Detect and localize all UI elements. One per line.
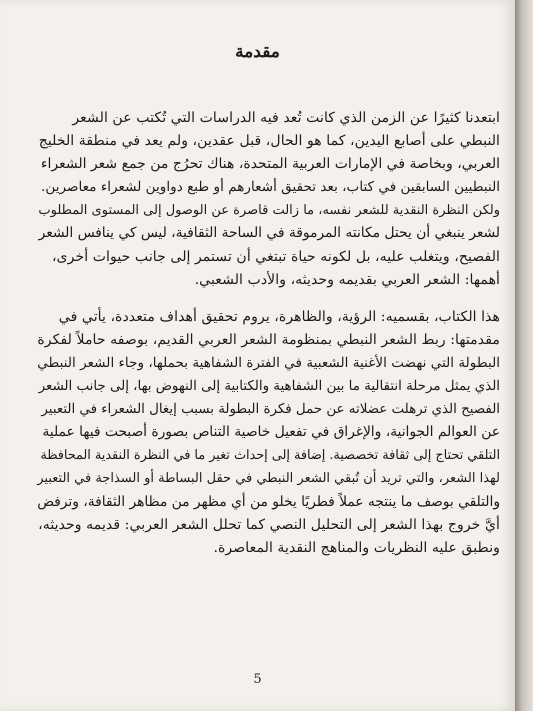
text-line: أهمها: الشعر العربي بقديمه وحديثه، والأدب الشعبي. [194, 271, 500, 288]
text-line: الذي يمثل مرحلة انتقالية ما بين الشفاهية والكتابية إلى النهوض بها، إلى جانب الشعر [38, 379, 500, 395]
text-line: عن العوالم الجوانية، والإغراق في تفعيل خاصية التناص بصورة أصبحت فيها عملية [42, 424, 500, 441]
text-line: والتلقي بوصف ما ينتجه عملاً فطريًا يخلو من أي مظهر من مظاهر الثقافة، وترفض [37, 493, 500, 510]
text-line: العربي، وبخاصة في الإمارات العربية المتحدة، هناك تحرُج من جمع شعر الشعراء [40, 156, 500, 173]
text-line: ابتعدنا كثيرًا عن الزمن الذي كانت تُعد فيه الدراسات التي تُكتب عن الشعر [72, 110, 500, 126]
page-title: مقدمة [235, 42, 280, 62]
text-line: التلقي تحتاج إلى ثقافة تخصصية. إضافة إلى إحداث تغير ما في النظرة النقدية المحافظة [40, 448, 500, 464]
paragraph-2 [37, 306, 500, 560]
text-line: النبطي على أصابع اليدين، كما هو الحال، قبل عقدين، ولم يعد في منطقة الخليج [38, 133, 500, 150]
paragraph-1 [37, 107, 500, 292]
text-line: لهذا الشعر، والتي تريد أن تُبقي الشعر النبطي في حقل البساطة أو السذاجة في التعبير [37, 471, 500, 487]
text-line: لشعر ينبغي أن يحتل مكانته المرموقة في الساحة الثقافية، ليس كي ينافس الشعر [38, 225, 500, 242]
page-edge [515, 0, 533, 711]
text-line: النبطيين السابقين في كتاب، بعد تحقيق أشعارهم أو طبع دواوين لشعراء معاصرين. [41, 179, 500, 196]
text-line: الفصيح، ويتغلب عليه، بل لكونه حياة تبتغي أن تستمر إلى جانب حيوات أخرى، [51, 248, 500, 265]
page-number: 5 [253, 672, 262, 687]
text-line: ونطبق عليه النظريات والمناهج النقدية المعاصرة. [213, 539, 500, 556]
body-text [37, 107, 500, 560]
text-line: هذا الكتاب، بقسميه: الرؤية، والظاهرة، يروم تحقيق أهداف متعددة، يأتي في [58, 308, 500, 325]
paragraph-gap [37, 292, 500, 306]
text-line: ولكن النظرة النقدية للشعر نفسه، ما زالت قاصرة عن الوصول إلى المستوى المطلوب [38, 203, 500, 219]
text-line: أيَّ خروج بهذا الشعر إلى التحليل النصي كما تحلل الشعر العربي: قديمه وحديثه، [38, 516, 500, 533]
text-line: الفصيح الذي ترهلت عضلاته عن حمل فكرة البطولة بسبب إيغال الشعراء في التعبير [41, 402, 500, 418]
text-line: مقدمتها: ربط الشعر النبطي بمنظومة الشعر العربي القديم، بوصفه حاملاً لفكرة [37, 331, 500, 348]
text-line: البطولة التي نهضت الأغنية الشعبية في الفترة الشفاهية بحملها، وجاء الشعر النبطي [37, 354, 500, 371]
